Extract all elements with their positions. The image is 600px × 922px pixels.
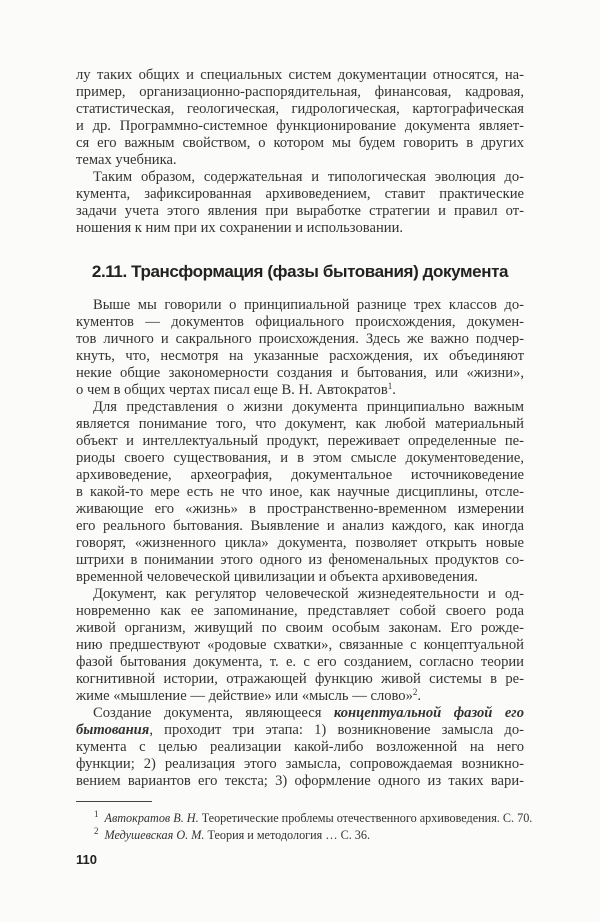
paragraph bbox=[76, 297, 524, 399]
text-run: его реального бытования. Выявление и анализ каждого, как иногда bbox=[76, 518, 524, 534]
text-line bbox=[76, 756, 524, 773]
footnote-divider bbox=[76, 801, 152, 802]
text-line bbox=[76, 671, 524, 688]
text-run: ношения к ним при их сохранении и использовании. bbox=[76, 220, 404, 236]
text-line bbox=[76, 365, 524, 382]
text-line bbox=[76, 101, 524, 118]
footnote-number: 2 bbox=[94, 826, 99, 836]
text-line bbox=[76, 484, 524, 501]
text-line bbox=[76, 773, 524, 790]
text-run: жиме «мышление — действие» или «мысль — слово» bbox=[76, 688, 413, 704]
emphasis-text: бытования bbox=[76, 722, 150, 738]
footnote bbox=[76, 810, 542, 827]
text-run: кумента, зафиксированная архивоведением, ставит практические bbox=[76, 186, 524, 202]
text-run: вением вариантов его текста; 3) оформление одного из таких вари- bbox=[76, 773, 524, 789]
text-line bbox=[76, 382, 524, 399]
page-number: 110 bbox=[76, 852, 97, 867]
text-line bbox=[76, 203, 524, 220]
text-run: статистическая, геологическая, гидрологическая, картографическая bbox=[76, 101, 524, 117]
text-line bbox=[76, 501, 524, 518]
text-run: . bbox=[417, 688, 422, 704]
paragraph bbox=[76, 399, 524, 586]
footnote-ref: 1 bbox=[387, 381, 393, 391]
text-run: ся его важным свойством, о котором мы будем говорить в других bbox=[76, 135, 524, 151]
text-run: архивоведение, археография, документальное источниковедение bbox=[76, 467, 524, 483]
text-line bbox=[76, 118, 524, 135]
text-line bbox=[76, 688, 524, 705]
text-line bbox=[76, 450, 524, 467]
text-run: функции; 2) реализация этого замысла, сопровождаемая возникно- bbox=[76, 756, 524, 772]
text-run: в какой-то мере есть не что иное, как научные дисциплины, отсле- bbox=[76, 484, 524, 500]
text-line bbox=[76, 705, 524, 722]
text-run: лу таких общих и специальных систем документации относятся, на- bbox=[76, 67, 524, 83]
text-run: Таким образом, содержательная и типологическая эволюция до- bbox=[93, 169, 524, 185]
text-run: кумента с целью реализации какой-либо возложенной на него bbox=[76, 739, 524, 755]
text-run: живающие его «жизнь» в пространственно-временном измерении bbox=[76, 501, 524, 517]
text-block-top bbox=[76, 67, 524, 237]
paragraph bbox=[76, 169, 524, 237]
text-run: живой организм, живущий по своим особым законам. Его рожде- bbox=[76, 620, 524, 636]
text-line bbox=[76, 467, 524, 484]
text-run: говорят, «жизненного цикла» документа, позволяет открыть новые bbox=[76, 535, 524, 551]
paragraph bbox=[76, 67, 524, 169]
text-run: объект и интеллектуальный продукт, переживает определенные пе- bbox=[76, 433, 524, 449]
footnote-author: Автократов В. Н. bbox=[104, 811, 199, 825]
text-run: временной человеческой цивилизации и объекта архивоведения. bbox=[76, 569, 478, 585]
text-line bbox=[76, 84, 524, 101]
text-line bbox=[76, 433, 524, 450]
text-line bbox=[76, 314, 524, 331]
text-block-main bbox=[76, 297, 524, 790]
text-run: штрихи в понимании этого одного из феноменальных продуктов со- bbox=[76, 552, 524, 568]
text-run: некие общие закономерности создания и бытования, или «жизни», bbox=[76, 365, 524, 381]
text-run: , проходит три этапа: 1) возникновение замысла до- bbox=[149, 722, 524, 738]
text-line bbox=[76, 620, 524, 637]
text-run: задачи учета этого явления при выработке стратегии и правил от- bbox=[76, 203, 524, 219]
text-line bbox=[76, 654, 524, 671]
footnote-author: Медушевская О. М. bbox=[104, 828, 205, 842]
text-line bbox=[76, 331, 524, 348]
text-line bbox=[76, 297, 524, 314]
text-run: является понимание того, что документ, как любой материальный bbox=[76, 416, 524, 432]
text-run: о чем в общих чертах писал еще В. Н. Автократов bbox=[76, 382, 388, 398]
text-line bbox=[76, 348, 524, 365]
text-run: когнитивной истории, отражающей функцию живой системы в ре- bbox=[76, 671, 524, 687]
paragraph bbox=[76, 586, 524, 705]
text-line bbox=[76, 152, 524, 169]
text-line bbox=[76, 535, 524, 552]
footnote-text: Теоретические проблемы отечественного архивоведения. С. 70. bbox=[198, 811, 533, 825]
text-line bbox=[76, 518, 524, 535]
text-line bbox=[76, 399, 524, 416]
text-line bbox=[76, 569, 524, 586]
text-line bbox=[76, 416, 524, 433]
footnote-ref: 2 bbox=[412, 687, 418, 697]
emphasis-text: концептуальной фазой его bbox=[333, 705, 524, 721]
text-line bbox=[76, 586, 524, 603]
text-run: Создание документа, являющееся bbox=[93, 705, 334, 721]
text-line bbox=[76, 739, 524, 756]
text-line bbox=[76, 220, 524, 237]
footnote-number: 1 bbox=[94, 809, 99, 819]
text-run: новременно как ее запоминание, представляет собой своего рода bbox=[76, 603, 524, 619]
text-run: кументов — документов официального происхождения, докумен- bbox=[76, 314, 524, 330]
paragraph bbox=[76, 705, 524, 790]
text-line bbox=[76, 637, 524, 654]
text-line bbox=[76, 552, 524, 569]
text-line bbox=[76, 186, 524, 203]
text-run: кнуть, что, несмотря на указанные расхождения, их объединяют bbox=[76, 348, 524, 364]
text-line bbox=[76, 135, 524, 152]
text-run: Для представления о жизни документа принципиально важным bbox=[93, 399, 524, 415]
text-line bbox=[76, 603, 524, 620]
text-line bbox=[76, 169, 524, 186]
footnote-text: Теория и методология … С. 36. bbox=[204, 828, 371, 842]
text-run: темах учебника. bbox=[76, 152, 177, 168]
footnote bbox=[76, 827, 542, 844]
section-heading: 2.11. Трансформация (фазы бытования) документа bbox=[91, 262, 509, 281]
text-run: фазой бытования документа, т. е. с его созданием, согласно теории bbox=[76, 654, 524, 670]
text-run: и др. Программно-системное функционирование документа являет- bbox=[76, 118, 524, 134]
text-run: Документ, как регулятор человеческой жизнедеятельности и од- bbox=[93, 586, 524, 602]
text-run: тов личного и сакрального происхождения. Здесь же важно подчер- bbox=[76, 331, 524, 347]
text-run: . bbox=[392, 382, 396, 398]
text-run: Выше мы говорили о принципиальной разнице трех классов до- bbox=[93, 297, 524, 313]
text-line bbox=[76, 67, 524, 84]
text-run: пример, организационно-распорядительная, финансовая, кадровая, bbox=[76, 84, 524, 100]
text-line bbox=[76, 722, 524, 739]
text-run: нию предшествуют «родовые схватки», связанные с концептуальной bbox=[76, 637, 524, 653]
text-run: риоды своего существования, и в этом смысле документоведение, bbox=[76, 450, 524, 466]
